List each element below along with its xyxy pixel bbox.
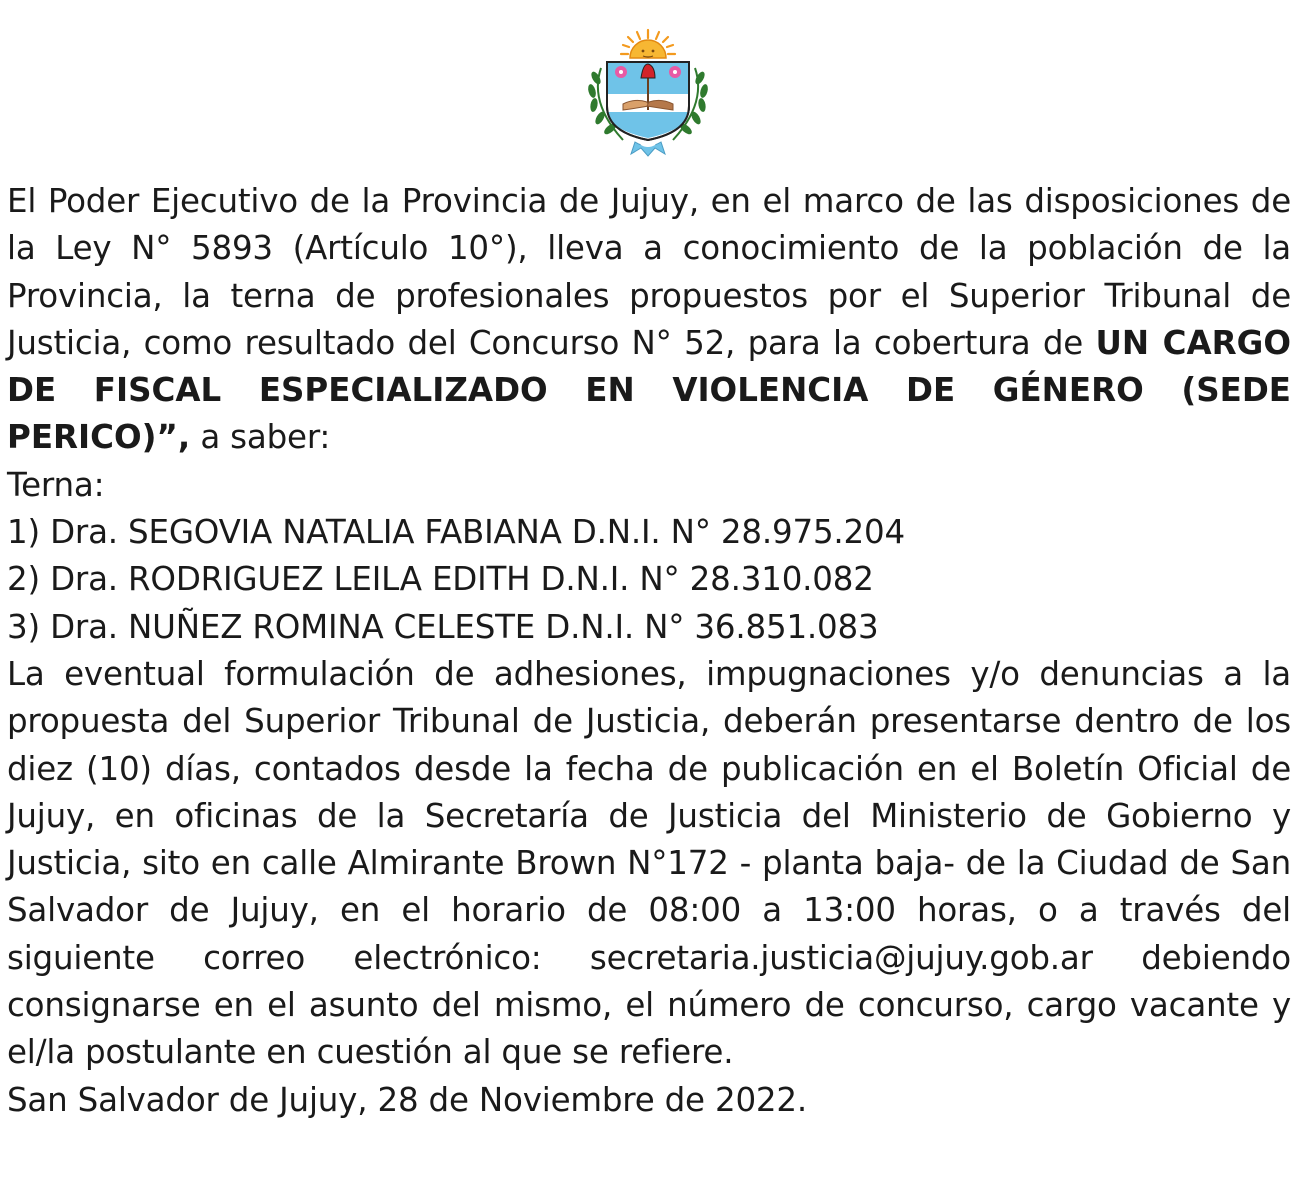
intro-text: El Poder Ejecutivo de la Provincia de Jujuy, en el marco de las disposiciones de la Ley N° 5893 (Artículo 10°), lleva a conocimiento de la población de la Provincia, la terna de profesionales propuestos por el Superior Tribunal de Justicia, como resultado del Concurso N° 52, para la cobertura de (7, 182, 1291, 362)
terna-label: Terna: (7, 465, 105, 504)
terna-candidate-1: 1) Dra. SEGOVIA NATALIA FABIANA D.N.I. N° 28.975.204 (7, 513, 905, 552)
place-and-date: San Salvador de Jujuy, 28 de Noviembre de 2022. (7, 1080, 808, 1119)
sun-icon (621, 30, 675, 58)
terna-candidate-2: 2) Dra. RODRIGUEZ LEILA EDITH D.N.I. N° 28.310.082 (7, 560, 874, 599)
position-title: UN CARGO DE FISCAL ESPECIALIZADO EN VIOLENCIA DE GÉNERO (SEDE PERICO)”, (7, 323, 1291, 457)
terna-candidate-3: 3) Dra. NUÑEZ ROMINA CELESTE D.N.I. N° 36.851.083 (7, 607, 879, 646)
intro-tail: a saber: (190, 418, 331, 457)
procedure-paragraph: La eventual formulación de adhesiones, impugnaciones y/o denuncias a la propuesta del Superior Tribunal de Justicia, deberán presentarse dentro de los diez (10) días, contados desde la fecha de publicación en el Boletín Oficial de Jujuy, en oficinas de la Secretaría de Justicia del Ministerio de Gobierno y Justicia, sito en calle Almirante Brown N°172 - planta baja- de la Ciudad de San Salvador de Jujuy, en el horario de 08:00 a 13:00 horas, o a través del siguiente correo electrónico: secretaria.justicia@jujuy.gob.ar debiendo consignarse en el asunto del mismo, el número de concurso, cargo vacante y el/la postulante en cuestión al que se refiere. (7, 654, 1291, 1072)
ribbon-icon (631, 142, 665, 156)
shield-icon (607, 62, 689, 140)
jujuy-coat-of-arms-emblem (583, 28, 713, 162)
notice-body (7, 178, 1291, 1124)
notice-intro-paragraph (7, 178, 1291, 462)
